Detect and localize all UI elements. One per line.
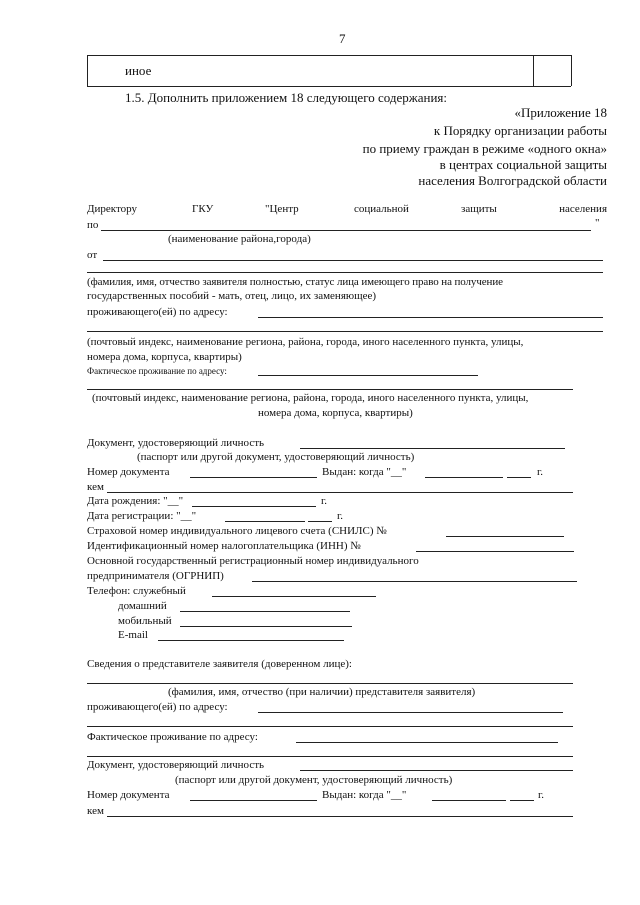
address2-hint-2: номера дома, корпуса, квартиры) [258,407,413,419]
by-whom-line[interactable] [107,492,573,493]
ogrnip-label-2: предпринимателя (ОГРНИП) [87,570,224,582]
id-doc-label: Документ, удостоверяющий личность [87,437,265,449]
rep-id-doc-label: Документ, удостоверяющий личность [87,759,265,771]
table-cell-text: иное [125,63,152,78]
addressee-word-2: ГКУ [192,203,214,215]
reg-year-suffix: г. [337,510,344,522]
phone-mobile-line[interactable] [180,626,352,627]
issued-year-line[interactable] [507,477,531,478]
district-hint: (наименование района,города) [168,233,311,245]
rep-doc-number-line[interactable] [190,800,317,801]
residing-line[interactable] [258,317,603,318]
issued-label: Выдан: когда "__" [322,466,407,478]
addressee-word-5: защиты [461,203,497,215]
intro-text: 1.5. Дополнить приложением 18 следующего содержания: [125,90,447,105]
rep-id-doc-hint: (паспорт или другой документ, удостоверяющий личность) [175,774,453,786]
snils-line[interactable] [446,536,564,537]
phone-work-label: Телефон: служебный [87,585,186,597]
rep-actual-residence-label: Фактическое проживание по адресу: [87,731,258,743]
inn-label: Идентификационный номер налогоплательщика (ИНН) № [87,540,361,552]
address-hint-1: (почтовый индекс, наименование региона, района, города, иного населенного пункта, улицы, [87,336,524,348]
rep-actual-residence-line[interactable] [296,742,558,743]
fio-hint-1: (фамилия, имя, отчество заявителя полностью, статус лица имеющего право на получение [87,276,503,288]
rep-by-whom-line[interactable] [107,816,573,817]
phone-work-line[interactable] [212,596,376,597]
address-hint-2: номера дома, корпуса, квартиры) [87,351,242,363]
by-whom-label: кем [87,481,104,493]
residing-label: проживающего(ей) по адресу: [87,306,228,318]
rep-residing-label: проживающего(ей) по адресу: [87,701,228,713]
rep-residing-line-2[interactable] [87,726,573,727]
fio-hint-2: государственных пособий - мать, отец, лицо, их заменяющее) [87,290,376,302]
issued-month-line[interactable] [425,477,503,478]
from-label: от [87,249,98,261]
representative-title: Сведения о представителе заявителя (доверенном лице): [87,658,352,670]
address2-hint-1: (почтовый индекс, наименование региона, района, города, иного населенного пункта, улицы, [92,392,529,404]
actual-residence-line-2[interactable] [87,389,573,390]
appendix-line-1: «Приложение 18 [514,105,607,120]
email-line[interactable] [158,640,344,641]
from-line-2[interactable] [87,272,603,273]
district-line[interactable] [101,230,591,231]
actual-residence-label: Фактическое проживание по адресу: [87,366,227,376]
id-doc-hint: (паспорт или другой документ, удостоверяющий личность) [137,451,415,463]
actual-residence-line[interactable] [258,375,478,376]
rep-actual-residence-line-2[interactable] [87,756,573,757]
doc-number-line[interactable] [190,477,317,478]
doc-number-label: Номер документа [87,466,170,478]
rep-id-doc-line[interactable] [300,770,573,771]
rep-by-whom-label: кем [87,805,104,817]
phone-home-line[interactable] [180,611,350,612]
ogrnip-line[interactable] [252,581,577,582]
birth-year-suffix: г. [321,495,328,507]
addressee-word-3: "Центр [265,203,299,215]
id-doc-line[interactable] [300,448,565,449]
rep-fio-line[interactable] [87,683,573,684]
addressee-word-1: Директору [87,203,137,215]
reg-date-month-line[interactable] [225,521,305,522]
rep-doc-number-label: Номер документа [87,789,170,801]
phone-mobile-label: мобильный [118,615,172,627]
from-line[interactable] [103,260,603,261]
addressee-po: по [87,219,99,231]
rep-issued-year-line[interactable] [510,800,534,801]
appendix-line-4: в центрах социальной защиты [439,157,607,172]
phone-home-label: домашний [118,600,167,612]
residing-line-2[interactable] [87,331,603,332]
addressee-word-4: социальной [354,203,409,215]
quote-close: " [595,217,600,229]
snils-label: Страховой номер индивидуального лицевого счета (СНИЛС) № [87,525,387,537]
reg-date-year-line[interactable] [308,521,332,522]
reg-date-label: Дата регистрации: "__" [87,510,197,522]
appendix-line-2: к Порядку организации работы [433,123,607,138]
rep-issued-month-line[interactable] [432,800,506,801]
inn-line[interactable] [416,551,574,552]
rep-issued-year-suffix: г. [538,789,545,801]
rep-issued-label: Выдан: когда "__" [322,789,407,801]
birth-date-line[interactable] [192,506,316,507]
issued-year-suffix: г. [537,466,544,478]
email-label: E-mail [118,629,148,641]
rep-fio-hint: (фамилия, имя, отчество (при наличии) представителя заявителя) [168,686,476,698]
appendix-line-5: населения Волгоградской области [418,173,607,188]
page-number: 7 [339,31,346,46]
rep-residing-line[interactable] [258,712,563,713]
appendix-line-3: по приему граждан в режиме «одного окна» [362,141,607,156]
birth-date-label: Дата рождения: "__" [87,495,184,507]
ogrnip-label-1: Основной государственный регистрационный номер индивидуального [87,555,419,567]
addressee-word-6: населения [559,203,607,215]
